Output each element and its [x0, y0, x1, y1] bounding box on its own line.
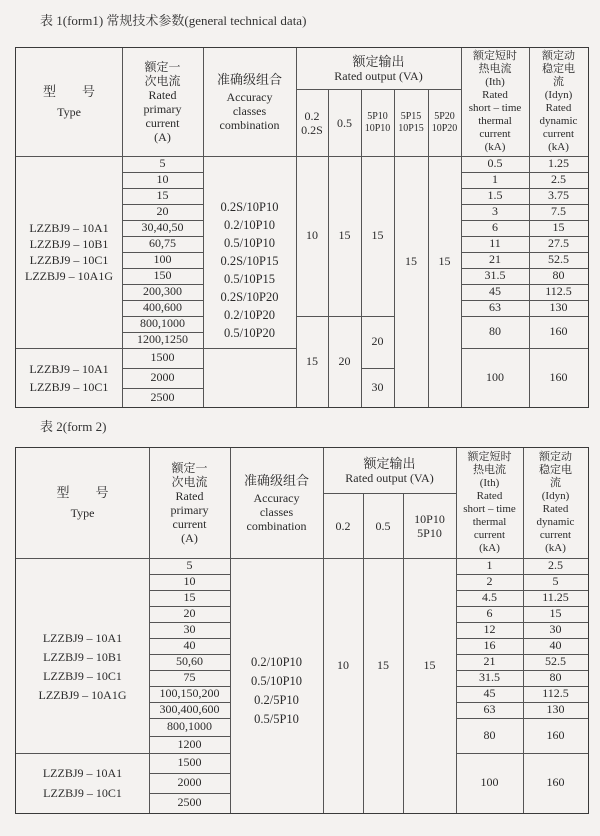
header-output-col-5: [428, 89, 461, 156]
ith-value: 11: [489, 236, 501, 251]
t2-header-ith-3: (Ith): [479, 477, 500, 489]
primary-current: 400,600: [143, 300, 182, 315]
t2-header-accuracy-cn: 准确级组合: [243, 472, 309, 488]
t2-header-idyn-2: 稳定电: [539, 464, 572, 476]
primary-current: 1200,1250: [137, 332, 188, 347]
t2-header-output-cn: 额定输出: [363, 455, 416, 471]
header-output-col-2-a: 0.5: [337, 115, 352, 130]
t2-header-idyn-4: (Idyn): [541, 490, 570, 502]
t2-header-output-en: Rated output (VA): [345, 470, 434, 485]
header-accuracy-en-1: Accuracy: [226, 89, 273, 104]
header-primary-en-4: (A): [154, 130, 171, 144]
primary-current: 1500: [150, 350, 175, 365]
t2-header-primary-cn-2: 次电流: [171, 475, 208, 489]
idyn-value: 7.5: [551, 204, 566, 219]
t2-header-ith-2: 热电流: [473, 464, 506, 476]
primary-current: 20: [156, 204, 169, 219]
primary-current: 800,1000: [140, 316, 185, 331]
ith-value: 1.5: [487, 188, 503, 203]
header-ith-6: thermal: [478, 115, 512, 127]
header-accuracy-en-2: classes: [232, 103, 267, 118]
primary-current: 75: [183, 670, 196, 685]
primary-current: 50,60: [176, 654, 203, 669]
type-name: LZZBJ9 – 10A1: [29, 221, 109, 235]
type-group-2: [16, 348, 122, 407]
ith-value: 21: [489, 252, 501, 267]
idyn-value: 2.5: [551, 172, 566, 187]
header-output-col-2: [328, 89, 361, 156]
t2-header-output-col-3: [403, 493, 456, 558]
header-output-col-1: [296, 89, 328, 156]
header-accuracy-cn: 准确级组合: [216, 71, 282, 87]
t2-header-output-col-2: [363, 493, 403, 558]
header-primary-en-3: current: [145, 116, 180, 130]
header-idyn-4: (Idyn): [544, 89, 573, 101]
header-idyn-1: 额定动: [542, 50, 575, 62]
idyn-value: 15: [549, 606, 562, 621]
t2-accuracy-list: [230, 653, 323, 733]
t2-header-ith-4: Rated: [476, 490, 503, 502]
t2-header-primary: [149, 448, 230, 558]
idyn-value: 80: [549, 670, 562, 685]
ith-value: 31.5: [484, 268, 506, 283]
idyn-value: 27.5: [548, 236, 569, 251]
output-0.2-lower: 15: [306, 353, 318, 368]
accuracy-item: 0.5/10P10: [223, 236, 276, 250]
header-primary-cn-1: 额定一: [144, 60, 181, 74]
accuracy-item: 0.2/5P10: [254, 693, 299, 707]
output-p20: 15: [438, 253, 451, 268]
t2-output-p10: 15: [423, 657, 436, 672]
idyn-value: 80: [552, 268, 565, 283]
t2-header-accuracy-en-2: classes: [259, 504, 294, 519]
idyn-value: 160: [549, 369, 568, 384]
output-p10-upper: 15: [371, 228, 384, 243]
header-type-cn: 型 号: [42, 84, 95, 99]
type-name: LZZBJ9 – 10A1: [29, 361, 109, 376]
header-primary-cn-2: 次电流: [144, 74, 181, 88]
ith-value: 100: [486, 369, 504, 384]
ith-value: 2: [486, 574, 493, 589]
primary-current: 15: [183, 590, 196, 605]
idyn-value: 1.25: [548, 156, 569, 171]
header-output-col-1-b: 0.2S: [301, 122, 323, 137]
accuracy-item: 0.2/10P10: [223, 218, 276, 232]
ith-value: 6: [486, 606, 493, 621]
type-name: LZZBJ9 – 10A1: [42, 630, 123, 645]
header-output-col-3: [361, 89, 394, 156]
header-ith-4: Rated: [482, 89, 508, 101]
ith-value: 3: [492, 204, 498, 219]
header-output-col-1-a: 0.2: [304, 108, 320, 123]
t2-header-primary-en-2: primary: [170, 503, 209, 517]
t2-header-primary-en-3: current: [172, 517, 207, 531]
idyn-value: 160: [546, 775, 565, 790]
primary-current: 20: [183, 606, 196, 621]
t2-output-0.2: 10: [337, 657, 349, 672]
t2-header-idyn: [523, 448, 588, 558]
header-output: [296, 48, 461, 89]
type-name: LZZBJ9 – 10B1: [43, 649, 122, 664]
ith-value: 4.5: [482, 590, 497, 605]
accuracy-item: 0.5/10P10: [250, 674, 303, 688]
t2-header-ith-8: (kA): [479, 542, 500, 554]
primary-current: 100,150,200: [159, 686, 220, 701]
t2-header-primary-cn-1: 额定一: [171, 461, 208, 475]
t2-header-ith-1: 额定短时: [467, 451, 512, 463]
accuracy-item: 0.2S/10P15: [220, 254, 279, 268]
idyn-value: 130: [546, 702, 565, 717]
primary-current: 5: [186, 558, 193, 573]
ith-value: 6: [492, 220, 498, 235]
table1-caption: 表 1(form1) 常规技术参数(general technical data): [40, 13, 307, 28]
header-idyn: [529, 48, 588, 156]
t2-header-primary-en-4: (A): [181, 531, 198, 545]
primary-current: 1200: [177, 736, 202, 751]
primary-current: 2000: [150, 370, 175, 385]
header-output-col-5-b: 10P20: [431, 122, 458, 134]
ith-value: 80: [489, 324, 501, 339]
header-ith-5: short – time: [468, 102, 522, 114]
t2-header-ith-7: current: [473, 529, 506, 541]
header-primary-en-1: Rated: [148, 88, 177, 102]
t2-header-output-col-1: [323, 493, 363, 558]
primary-current: 30: [183, 622, 196, 637]
header-output-cn: 额定输出: [352, 53, 405, 69]
accuracy-item: 0.5/5P10: [254, 712, 299, 726]
t2-header-idyn-5: Rated: [542, 503, 569, 515]
primary-current: 2500: [177, 795, 202, 810]
accuracy-item: 0.2S/10P20: [220, 290, 279, 304]
idyn-value: 160: [549, 324, 568, 339]
t2-header-ith-5: short – time: [463, 503, 516, 515]
t2-header-idyn-7: current: [539, 529, 572, 541]
type-name: LZZBJ9 – 10C1: [43, 668, 122, 683]
primary-current: 200,300: [143, 284, 182, 299]
ith-value: 0.5: [487, 156, 503, 171]
output-p10-lower-a: 20: [371, 334, 384, 349]
idyn-value: 15: [552, 220, 565, 235]
type-name: LZZBJ9 – 10A1: [42, 766, 123, 780]
header-ith: [461, 48, 529, 156]
t2-header-output: [323, 448, 456, 493]
output-p10-lower-b: 30: [371, 379, 384, 394]
ith-value: 63: [489, 300, 501, 315]
table2-caption: 表 2(form 2): [40, 419, 107, 434]
type-name: LZZBJ9 – 10C1: [29, 253, 109, 267]
accuracy-item: 0.5/10P20: [223, 326, 276, 340]
ith-value: 31.5: [479, 670, 500, 685]
idyn-value: 52.5: [545, 654, 566, 669]
accuracy-item: 0.2S/10P10: [220, 200, 279, 214]
t2-header-idyn-1: 额定动: [539, 451, 572, 463]
t2-header-output-col-1-a: 0.2: [335, 518, 351, 533]
idyn-value: 11.25: [542, 590, 569, 605]
idyn-value: 2.5: [548, 558, 563, 573]
primary-current: 30,40,50: [141, 220, 184, 235]
idyn-value: 30: [549, 622, 562, 637]
idyn-value: 130: [549, 300, 568, 315]
type-group-1: [16, 156, 122, 348]
t2-header-type-en: Type: [70, 506, 95, 520]
t2-header-type: [16, 448, 149, 558]
primary-current: 40: [183, 638, 196, 653]
ith-value: 63: [483, 702, 496, 717]
header-primary-en-2: primary: [143, 102, 182, 116]
primary-current: 15: [156, 188, 169, 203]
type-name: LZZBJ9 – 10A1G: [25, 269, 113, 283]
header-idyn-5: Rated: [545, 102, 572, 114]
t2-type-group-1: [16, 558, 149, 753]
t2-type-group-2: [16, 753, 149, 813]
ith-value: 45: [489, 284, 501, 299]
header-output-col-3-b: 10P10: [364, 122, 391, 134]
t2-header-output-col-2-a: 0.5: [375, 518, 391, 533]
primary-current: 2000: [177, 775, 202, 790]
idyn-value: 112.5: [542, 686, 569, 701]
t2-header-output-col-3-b: 5P10: [417, 525, 442, 540]
type-name: LZZBJ9 – 10C1: [29, 379, 109, 394]
ith-value: 16: [483, 638, 496, 653]
header-output-col-5-a: 5P20: [434, 110, 455, 122]
ith-value: 1: [492, 172, 498, 187]
t2-header-primary-en-1: Rated: [175, 489, 204, 503]
header-accuracy-en-3: combination: [219, 117, 280, 132]
t2-header-idyn-8: (kA): [545, 542, 566, 554]
header-output-col-4-b: 10P15: [398, 122, 424, 134]
header-output-col-3-a: 5P10: [367, 110, 388, 122]
header-ith-2: 热电流: [478, 63, 512, 75]
primary-current: 10: [183, 574, 196, 589]
header-idyn-3: 流: [553, 76, 564, 88]
type-name: LZZBJ9 – 10C1: [43, 786, 122, 800]
t2-header-output-col-3-a: 10P10: [414, 511, 445, 526]
type-name: LZZBJ9 – 10B1: [29, 237, 109, 251]
header-output-en: Rated output (VA): [334, 68, 423, 83]
t2-header-accuracy: [230, 448, 323, 558]
primary-current: 300,400,600: [159, 702, 220, 717]
idyn-value: 5: [552, 574, 559, 589]
idyn-value: 52.5: [548, 252, 569, 267]
idyn-value: 40: [549, 638, 562, 653]
header-type: [16, 48, 122, 156]
t2-header-ith: [456, 448, 523, 558]
table2: [15, 447, 589, 814]
output-p15: 15: [405, 253, 417, 268]
header-idyn-6: dynamic: [539, 115, 578, 127]
primary-current: 10: [156, 172, 169, 187]
type-name: LZZBJ9 – 10A1G: [38, 687, 127, 702]
idyn-value: 112.5: [545, 284, 572, 299]
table1: [15, 47, 589, 408]
idyn-value: 160: [546, 727, 565, 742]
t2-output-0.5: 15: [377, 657, 389, 672]
accuracy-list: [203, 198, 296, 358]
ith-value: 80: [483, 727, 496, 742]
primary-current: 800,1000: [167, 719, 212, 734]
header-output-col-4: [394, 89, 428, 156]
header-ith-7: current: [479, 128, 511, 140]
output-0.5-upper: 15: [338, 228, 351, 243]
header-output-col-4-a: 5P15: [400, 110, 422, 122]
header-ith-8: (kA): [484, 141, 506, 153]
ith-value: 100: [480, 775, 499, 790]
t2-header-type-cn: 型 号: [56, 485, 109, 500]
primary-current: 2500: [150, 389, 175, 404]
header-ith-3: (Ith): [485, 76, 505, 88]
header-type-en: Type: [57, 105, 81, 119]
primary-current: 5: [159, 156, 166, 171]
primary-current: 1500: [177, 755, 202, 770]
t2-header-idyn-3: 流: [550, 477, 561, 489]
t2-header-accuracy-en-1: Accuracy: [253, 490, 300, 505]
idyn-value: 3.75: [548, 188, 569, 203]
header-ith-1: 额定短时: [473, 50, 517, 62]
ith-value: 45: [483, 686, 496, 701]
t2-header-accuracy-en-3: combination: [246, 518, 307, 533]
ith-value: 21: [483, 654, 496, 669]
header-primary: [122, 48, 203, 156]
output-0.5-lower: 20: [338, 353, 351, 368]
primary-current: 100: [153, 252, 172, 267]
primary-current: 150: [153, 268, 172, 283]
primary-current: 60,75: [149, 236, 176, 251]
header-accuracy: [203, 48, 296, 156]
ith-value: 12: [483, 622, 496, 637]
accuracy-item: 0.2/10P10: [250, 655, 303, 669]
header-idyn-7: current: [542, 128, 575, 140]
t2-header-ith-6: thermal: [472, 516, 507, 528]
accuracy-item: 0.5/10P15: [223, 272, 276, 286]
t2-header-idyn-6: dynamic: [536, 516, 575, 528]
header-idyn-2: 稳定电: [542, 63, 575, 75]
ith-value: 1: [486, 558, 493, 573]
output-0.2-upper: 10: [306, 228, 318, 243]
accuracy-item: 0.2/10P20: [223, 308, 276, 322]
header-idyn-8: (kA): [548, 141, 569, 153]
